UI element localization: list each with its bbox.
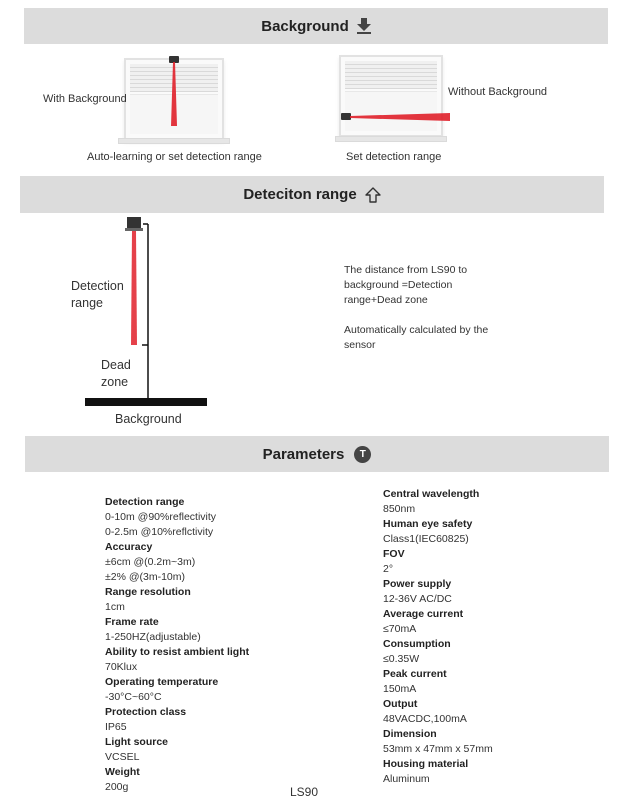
param-value: VCSEL bbox=[105, 751, 140, 763]
detection-section-title: Deteciton range bbox=[243, 186, 357, 203]
param-value: 0-2.5m @10%reflctivity bbox=[105, 526, 214, 538]
window-sill-right bbox=[335, 136, 447, 142]
without-background-label: Without Background bbox=[448, 86, 548, 98]
param-name: Peak current bbox=[383, 668, 447, 680]
with-background-label: With Background bbox=[43, 93, 127, 105]
param-value: 48VACDC,100mA bbox=[383, 713, 467, 725]
param-value: 2° bbox=[383, 563, 394, 575]
param-value: 200g bbox=[105, 781, 129, 793]
param-name: FOV bbox=[383, 548, 405, 560]
param-name: Protection class bbox=[105, 706, 187, 718]
param-name: Power supply bbox=[383, 578, 452, 590]
param-value: 70Klux bbox=[105, 661, 138, 673]
param-name: Accuracy bbox=[105, 541, 153, 553]
param-value: 53mm x 47mm x 57mm bbox=[383, 743, 493, 755]
window-without-background bbox=[339, 55, 443, 137]
detection-description bbox=[344, 263, 494, 353]
text-circle-icon: T bbox=[354, 446, 371, 463]
window-sill-left bbox=[118, 138, 230, 144]
param-value: ±6cm @(0.2m~3m) bbox=[105, 556, 196, 568]
param-name: Dimension bbox=[383, 728, 437, 740]
parameters-section-header bbox=[25, 436, 609, 472]
background-surface bbox=[85, 398, 207, 406]
param-value: ≤70mA bbox=[383, 623, 417, 635]
param-value: 1cm bbox=[105, 601, 125, 613]
param-value: IP65 bbox=[105, 721, 127, 733]
dead-zone-label: Dead zone bbox=[101, 358, 131, 389]
background-section-header bbox=[24, 8, 608, 44]
vertical-laser-beam bbox=[166, 62, 182, 126]
background-section-title: Background bbox=[261, 17, 349, 35]
param-name: Ability to resist ambient light bbox=[105, 646, 250, 658]
param-value: 1-250HZ(adjustable) bbox=[105, 631, 201, 643]
caption-set-detection-range: Set detection range bbox=[346, 151, 442, 163]
param-value: 150mA bbox=[383, 683, 417, 695]
background-surface-label: Background bbox=[115, 412, 182, 426]
auto-calculated-text: Automatically calculated by the sensor bbox=[344, 324, 489, 351]
param-value: ±2% @(3m-10m) bbox=[105, 571, 186, 583]
param-name: Consumption bbox=[383, 638, 451, 650]
download-arrow-icon bbox=[357, 18, 371, 34]
param-value: Aluminum bbox=[383, 773, 430, 785]
horizontal-laser-beam bbox=[350, 110, 450, 124]
param-value: 0-10m @90%reflectivity bbox=[105, 511, 217, 523]
detection-range-label: Detection range bbox=[71, 279, 124, 310]
param-value: -30°C~60°C bbox=[105, 691, 162, 703]
sensor-body bbox=[127, 217, 141, 228]
param-name: Light source bbox=[105, 736, 169, 748]
param-value: 850nm bbox=[383, 503, 416, 515]
model-footer: LS90 bbox=[290, 785, 319, 799]
param-name: Human eye safety bbox=[383, 518, 473, 530]
detection-section-header bbox=[20, 176, 604, 213]
param-value: 12-36V AC/DC bbox=[383, 593, 452, 605]
param-value: ≤0.35W bbox=[383, 653, 420, 665]
parameters-left-column bbox=[105, 495, 305, 795]
param-name: Detection range bbox=[105, 496, 185, 508]
param-name: Output bbox=[383, 698, 418, 710]
parameters-right-column bbox=[383, 487, 583, 787]
param-name: Frame rate bbox=[105, 616, 159, 628]
detection-formula-text: The distance from LS90 to background =Detection range+Dead zone bbox=[344, 264, 468, 306]
param-name: Housing material bbox=[383, 758, 469, 770]
param-name: Operating temperature bbox=[105, 676, 219, 688]
parameters-section-title: Parameters bbox=[262, 445, 345, 463]
param-name: Average current bbox=[383, 608, 464, 620]
param-name: Central wavelength bbox=[383, 488, 480, 500]
up-arrow-outline-icon bbox=[365, 187, 381, 203]
param-value: Class1(IEC60825) bbox=[383, 533, 469, 545]
param-name: Range resolution bbox=[105, 586, 191, 598]
param-name: Weight bbox=[105, 766, 140, 778]
caption-auto-learning: Auto-learning or set detection range bbox=[87, 151, 262, 163]
